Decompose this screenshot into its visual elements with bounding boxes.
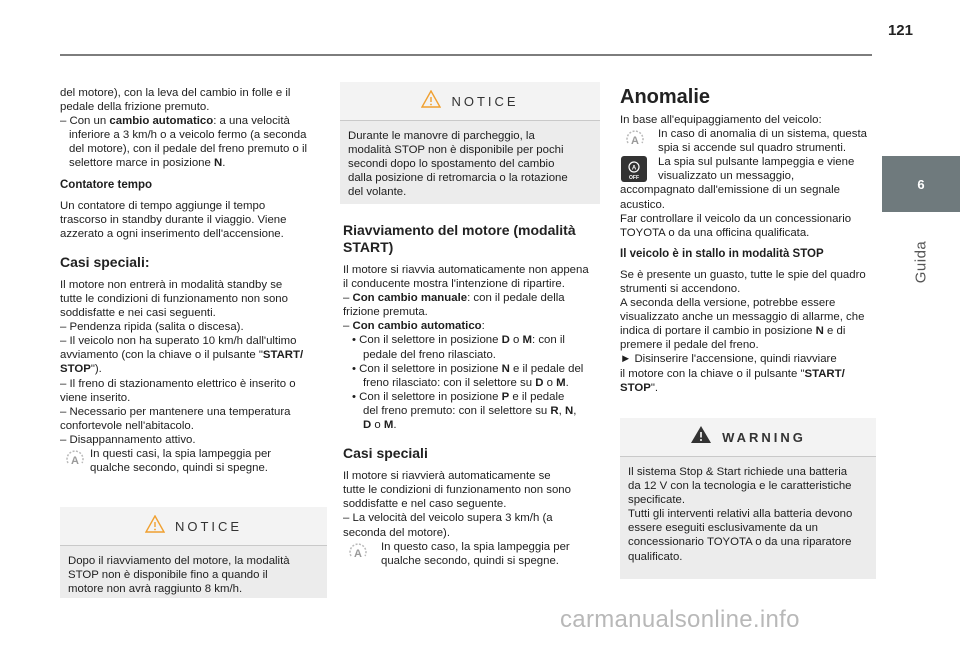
text-line: D o M.	[363, 419, 397, 432]
text-line: modalità STOP non è disponibile per pochi	[348, 144, 564, 157]
text-line: soddisfatte e nel caso seguente.	[343, 498, 507, 511]
chapter-label	[882, 212, 960, 312]
indicator-note	[60, 447, 330, 475]
notice-title: NOTICE	[451, 93, 519, 109]
text-line: – Pendenza ripida (salita o discesa).	[60, 321, 244, 334]
text-line: del motore), con il pedale del freno premuto o il	[69, 143, 308, 156]
header-rule	[60, 54, 872, 56]
text-line: essere eseguiti esclusivamente da un	[628, 522, 818, 535]
text-line: da 12 V con la tecnologia e le caratteristiche	[628, 480, 852, 493]
text-line: Il sistema Stop & Start richiede una batteria	[628, 466, 848, 478]
auto-stop-a-icon	[64, 448, 86, 474]
text-line: In base all'equipaggiamento del veicolo:	[620, 114, 822, 126]
chapter-number: 6	[917, 177, 925, 192]
notice-box	[340, 82, 600, 204]
text-line: qualificato.	[628, 550, 683, 563]
warning-header	[620, 418, 876, 457]
text-line: • Con il selettore in posizione D o M: con il	[352, 334, 565, 347]
text-line: viene inserito.	[60, 391, 131, 404]
heading-stallo-stop: Il veicolo è in stallo in modalità STOP	[620, 247, 824, 260]
text-line: STOP non è disponibile fino a quando il	[68, 569, 268, 582]
text-line: del motore), con la leva del cambio in folle e il	[60, 87, 291, 99]
text-line: concessionario TOYOTA o da una riparatore	[628, 536, 852, 549]
text-line: – Disappannamento attivo.	[60, 433, 196, 446]
text-line: azzerato a ogni inserimento dell'accensione.	[60, 227, 284, 240]
button-note	[620, 155, 882, 183]
text-line: spia si accende sul quadro strumenti.	[658, 142, 847, 155]
text-line: pedale del freno rilasciato.	[363, 348, 496, 361]
watermark: carmanualsonline.info	[560, 606, 800, 633]
heading-contatore-tempo: Contatore tempo	[60, 178, 152, 191]
text-line: visualizzato anche un messaggio di allarme, che	[620, 311, 865, 324]
text-line: avviamento (con la chiave o il pulsante "START/	[60, 349, 304, 362]
text-line: Far controllare il veicolo da un concessionario	[620, 212, 852, 225]
text-line: il motore con la chiave o il pulsante "START/	[620, 367, 845, 380]
text-line: Il motore si riavvierà automaticamente se	[343, 470, 551, 483]
text-line: pedale della frizione premuto.	[60, 101, 210, 114]
warning-triangle-icon	[421, 90, 441, 113]
text-line: – Con un cambio automatico: a una velocità	[60, 115, 290, 128]
auto-stop-off-button-icon	[620, 155, 648, 187]
warning-triangle-icon	[145, 515, 165, 538]
text-line: – Necessario per mantenere una temperatura	[60, 405, 291, 418]
text-line: In caso di anomalia di un sistema, questa	[658, 128, 867, 141]
text-line: freno rilasciato: con il selettore su D o M.	[363, 376, 569, 389]
text-line: • Con il selettore in posizione P e il pedale	[352, 390, 565, 403]
svg-text:OFF: OFF	[629, 175, 639, 182]
text-line: qualche secondo, quindi si spegne.	[90, 462, 268, 475]
text-line: del freno premuto: con il selettore su R, N,	[363, 404, 577, 417]
text-line: – Il freno di stazionamento elettrico è inserito o	[60, 377, 296, 390]
text-line: specificate.	[628, 494, 685, 507]
svg-text:A: A	[631, 135, 639, 148]
text-line: selettore marce in posizione N.	[69, 157, 226, 170]
text-line: premere il pedale del freno.	[620, 339, 759, 352]
svg-text:A: A	[354, 547, 362, 560]
indicator-note	[343, 540, 605, 568]
text-line: accompagnato dall'emissione di un segnale	[620, 184, 841, 197]
text-line: trascorso in standby durante il viaggio. Viene	[60, 213, 287, 226]
notice-header	[60, 507, 327, 546]
heading-riavviamento: Riavviamento del motore (modalità START)	[343, 222, 576, 255]
warning-box	[620, 418, 876, 579]
text-line: confortevole nell'abitacolo.	[60, 419, 194, 432]
text-line: secondi dopo lo spostamento del cambio	[348, 158, 555, 171]
text-line: tutte le condizioni di funzionamento non sono	[343, 484, 571, 497]
column-3	[620, 85, 882, 395]
warning-triangle-icon	[690, 425, 712, 449]
text-line: Dopo il riavviamento del motore, la modalità	[68, 555, 290, 567]
text-line: tutte le condizioni di funzionamento non sono	[60, 292, 288, 305]
text-line: frizione premuta.	[343, 306, 428, 319]
text-line: Il motore non entrerà in modalità standby se	[60, 278, 283, 291]
column-2	[343, 222, 605, 568]
text-line: indica di portare il cambio in posizione N e di	[620, 325, 846, 338]
text-line: dalla posizione di retromarcia o la rotazione	[348, 172, 568, 185]
text-line: – Con cambio automatico:	[343, 320, 485, 333]
heading-casi-speciali-2: Casi speciali	[343, 445, 428, 462]
text-line: Se è presente un guasto, tutte le spie del quadro	[620, 268, 866, 281]
text-line: STOP".	[620, 381, 659, 394]
svg-text:A: A	[631, 165, 637, 172]
warning-title: WARNING	[722, 429, 806, 445]
text-line: acustico.	[620, 198, 665, 211]
text-line: – La velocità del veicolo supera 3 km/h (a	[343, 512, 553, 525]
heading-anomalie: Anomalie	[620, 86, 711, 108]
text-line: seconda del motore).	[343, 526, 451, 539]
chapter-tab[interactable]	[882, 156, 960, 212]
column-1	[60, 86, 330, 475]
text-line: Il motore si riavvia automaticamente non appena	[343, 264, 589, 276]
notice-box	[60, 507, 327, 598]
text-line: il conducente mostra l'intenzione di ripartire.	[343, 278, 565, 291]
text-line: strumenti si accendono.	[620, 282, 741, 295]
text-line: – Il veicolo non ha superato 10 km/h dall'ultimo	[60, 335, 297, 348]
text-line: del volante.	[348, 186, 407, 199]
text-line: – Con cambio manuale: con il pedale della	[343, 292, 565, 305]
text-line: visualizzato un messaggio,	[658, 170, 795, 183]
heading-casi-speciali: Casi speciali:	[60, 253, 150, 270]
text-line: Tutti gli interventi relativi alla batteria devono	[628, 508, 853, 521]
text-line: Un contatore di tempo aggiunge il tempo	[60, 199, 266, 212]
text-line: ► Disinserire l'accensione, quindi riavviare	[620, 353, 837, 366]
auto-stop-a-icon	[347, 541, 369, 567]
text-line: Durante le manovre di parcheggio, la	[348, 130, 535, 142]
indicator-note	[620, 127, 882, 155]
notice-header	[340, 82, 600, 121]
chapter-name: Guida	[912, 240, 930, 284]
text-line: In questo caso, la spia lampeggia per	[381, 540, 570, 553]
text-line: qualche secondo, quindi si spegne.	[381, 554, 559, 567]
text-line: soddisfatte e nei casi seguenti.	[60, 307, 216, 320]
page-number: 121	[887, 22, 913, 39]
text-line: TOYOTA o da una officina qualificata.	[620, 226, 810, 239]
text-line: motore non avrà raggiunto 8 km/h.	[68, 583, 243, 596]
svg-text:A: A	[71, 454, 79, 467]
text-line: A seconda della versione, potrebbe essere	[620, 297, 836, 310]
text-line: In questi casi, la spia lampeggia per	[90, 447, 272, 460]
text-line: • Con il selettore in posizione N e il pedale del	[352, 362, 584, 375]
auto-stop-a-icon	[624, 128, 646, 154]
text-line: La spia sul pulsante lampeggia e viene	[658, 156, 855, 169]
text-line: STOP").	[60, 363, 102, 376]
notice-title: NOTICE	[174, 518, 243, 534]
text-line: inferiore a 3 km/h o a veicolo fermo (a seconda	[69, 129, 307, 142]
